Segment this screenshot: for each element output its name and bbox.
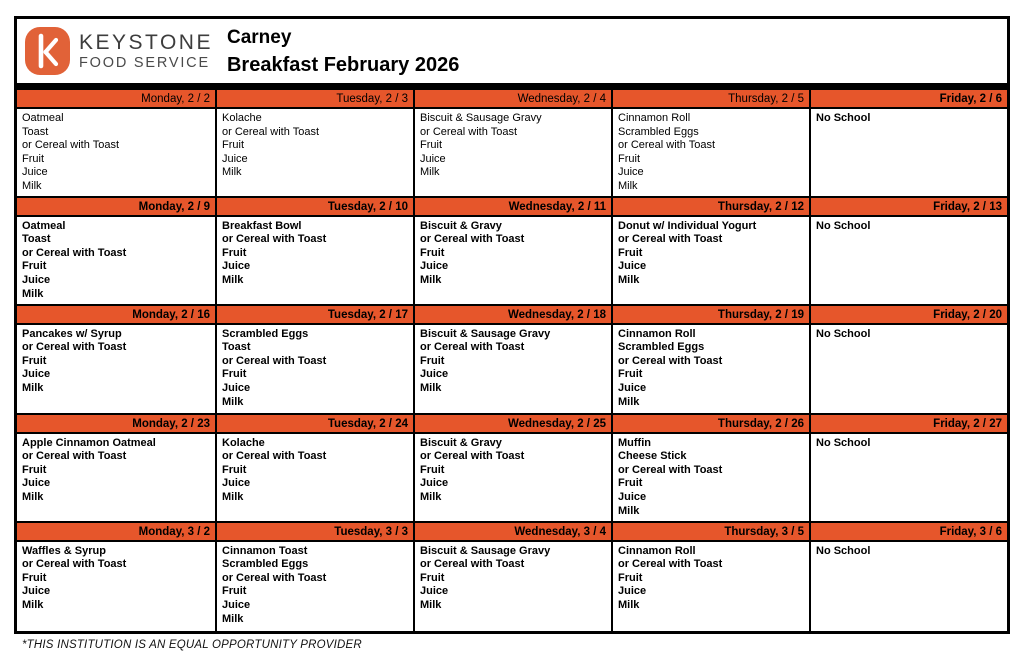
- menu-title: Breakfast February 2026: [226, 53, 460, 76]
- date-header-cell: Wednesday, 2 / 25: [413, 415, 611, 434]
- date-header-cell: Monday, 2 / 9: [17, 198, 215, 217]
- menu-item: Juice: [420, 477, 449, 490]
- date-header-cell: Thursday, 2 / 12: [611, 198, 809, 217]
- menu-item: Juice: [22, 585, 51, 598]
- date-header-cell: Monday, 2 / 16: [17, 306, 215, 325]
- menu-item: Fruit: [222, 585, 247, 598]
- menu-item: Breakfast Bowl: [222, 219, 302, 232]
- keystone-logo-icon: [25, 27, 70, 75]
- menu-day-cell: [413, 434, 611, 523]
- menu-item: Fruit: [222, 463, 247, 476]
- menu-item: Juice: [22, 368, 51, 381]
- menu-calendar-grid: [17, 90, 1007, 631]
- menu-item: Milk: [420, 490, 442, 503]
- menu-day-cell: [17, 434, 215, 523]
- menu-item: Oatmeal: [22, 219, 66, 232]
- menu-item: Milk: [222, 166, 242, 179]
- footer-note: *THIS INSTITUTION IS AN EQUAL OPPORTUNITY PROVIDER: [22, 639, 362, 651]
- menu-item: or Cereal with Toast: [618, 354, 723, 367]
- menu-item: Milk: [618, 598, 640, 611]
- menu-item: Juice: [222, 260, 251, 273]
- menu-item: Fruit: [420, 571, 445, 584]
- menu-item: Scrambled Eggs: [222, 327, 309, 340]
- menu-item: Cinnamon Roll: [618, 327, 696, 340]
- menu-item: Kolache: [222, 436, 265, 449]
- menu-item: Apple Cinnamon Oatmeal: [22, 436, 156, 449]
- menu-item: Fruit: [420, 354, 445, 367]
- menu-item: or Cereal with Toast: [618, 558, 723, 571]
- menu-item: Fruit: [222, 368, 247, 381]
- document-header: [17, 19, 1007, 90]
- menu-item: Fruit: [222, 139, 244, 152]
- menu-item: Milk: [222, 612, 244, 625]
- no-school-label: No School: [816, 112, 871, 124]
- date-header-cell: Wednesday, 3 / 4: [413, 523, 611, 542]
- no-school-cell: [809, 217, 1007, 306]
- menu-item: Milk: [420, 166, 440, 179]
- menu-item: Fruit: [618, 152, 640, 165]
- date-header-cell: Monday, 2 / 23: [17, 415, 215, 434]
- menu-item: Biscuit & Gravy: [420, 219, 502, 232]
- menu-day-cell: [215, 109, 413, 198]
- menu-item: Juice: [222, 381, 251, 394]
- menu-item: or Cereal with Toast: [618, 463, 723, 476]
- menu-item: Toast: [22, 233, 51, 246]
- keystone-logo: [25, 27, 213, 75]
- menu-day-cell: [611, 325, 809, 415]
- menu-item: Milk: [618, 179, 638, 192]
- menu-item: Toast: [22, 125, 49, 138]
- menu-item: or Cereal with Toast: [22, 139, 120, 152]
- menu-day-cell: [611, 542, 809, 631]
- menu-item: Biscuit & Sausage Gravy: [420, 544, 551, 557]
- menu-item: Juice: [420, 152, 446, 165]
- menu-item: Juice: [420, 368, 449, 381]
- menu-item: or Cereal with Toast: [22, 450, 127, 463]
- date-header-cell: Tuesday, 3 / 3: [215, 523, 413, 542]
- menu-item: Juice: [420, 585, 449, 598]
- menu-item: or Cereal with Toast: [222, 571, 327, 584]
- menu-item: or Cereal with Toast: [22, 246, 127, 259]
- menu-item: Fruit: [618, 368, 643, 381]
- menu-document: [14, 16, 1010, 634]
- no-school-label: No School: [816, 327, 871, 340]
- menu-item: or Cereal with Toast: [618, 139, 716, 152]
- menu-item: Milk: [22, 598, 44, 611]
- menu-item: Juice: [222, 598, 251, 611]
- date-header-cell: Tuesday, 2 / 10: [215, 198, 413, 217]
- date-header-cell: Wednesday, 2 / 18: [413, 306, 611, 325]
- menu-item: Fruit: [618, 246, 643, 259]
- date-header-cell: Friday, 2 / 20: [809, 306, 1007, 325]
- menu-day-cell: [413, 542, 611, 631]
- menu-item: Fruit: [22, 571, 47, 584]
- menu-item: Juice: [222, 477, 251, 490]
- menu-item: Juice: [22, 166, 48, 179]
- menu-day-cell: [611, 434, 809, 523]
- menu-item: Cinnamon Roll: [618, 544, 696, 557]
- menu-item: Fruit: [22, 260, 47, 273]
- menu-item: Milk: [222, 490, 244, 503]
- menu-item: Milk: [618, 395, 640, 408]
- menu-day-cell: [215, 434, 413, 523]
- date-header-cell: Friday, 3 / 6: [809, 523, 1007, 542]
- menu-item: Milk: [222, 395, 244, 408]
- menu-item: Juice: [22, 477, 51, 490]
- date-header-cell: Wednesday, 2 / 11: [413, 198, 611, 217]
- date-header-cell: Friday, 2 / 13: [809, 198, 1007, 217]
- menu-item: Juice: [420, 260, 449, 273]
- menu-item: Biscuit & Sausage Gravy: [420, 112, 542, 124]
- menu-item: or Cereal with Toast: [420, 341, 525, 354]
- menu-item: Donut w/ Individual Yogurt: [618, 219, 757, 232]
- menu-item: Milk: [420, 273, 442, 286]
- menu-item: Fruit: [618, 571, 643, 584]
- menu-item: or Cereal with Toast: [22, 558, 127, 571]
- menu-day-cell: [611, 109, 809, 198]
- menu-item: Juice: [222, 152, 248, 165]
- menu-item: or Cereal with Toast: [22, 341, 127, 354]
- menu-item: Fruit: [22, 463, 47, 476]
- menu-item: Juice: [618, 381, 647, 394]
- menu-item: Waffles & Syrup: [22, 544, 106, 557]
- menu-item: Milk: [618, 273, 640, 286]
- menu-item: Oatmeal: [22, 112, 64, 124]
- date-header-cell: Tuesday, 2 / 24: [215, 415, 413, 434]
- site-title: Carney: [226, 26, 292, 48]
- no-school-label: No School: [816, 219, 871, 232]
- menu-item: Fruit: [420, 246, 445, 259]
- date-header-cell: Monday, 2 / 2: [17, 90, 215, 109]
- menu-item: Fruit: [222, 246, 247, 259]
- menu-item: or Cereal with Toast: [420, 450, 525, 463]
- brand-wordmark: [79, 32, 213, 71]
- menu-day-cell: [413, 217, 611, 306]
- menu-day-cell: [413, 325, 611, 415]
- menu-day-cell: [17, 109, 215, 198]
- menu-item: Kolache: [222, 112, 262, 124]
- menu-item: Fruit: [420, 139, 442, 152]
- menu-day-cell: [611, 217, 809, 306]
- date-header-cell: Thursday, 3 / 5: [611, 523, 809, 542]
- menu-item: Scrambled Eggs: [618, 125, 699, 138]
- date-header-cell: Tuesday, 2 / 17: [215, 306, 413, 325]
- date-header-cell: Thursday, 2 / 19: [611, 306, 809, 325]
- menu-item: Biscuit & Gravy: [420, 436, 502, 449]
- menu-item: or Cereal with Toast: [420, 125, 518, 138]
- menu-item: or Cereal with Toast: [222, 354, 327, 367]
- menu-item: Milk: [420, 381, 442, 394]
- date-header-cell: Wednesday, 2 / 4: [413, 90, 611, 109]
- menu-day-cell: [17, 217, 215, 306]
- menu-item: Milk: [618, 504, 640, 517]
- menu-item: Biscuit & Sausage Gravy: [420, 327, 551, 340]
- menu-item: Scrambled Eggs: [618, 341, 705, 354]
- date-header-cell: Tuesday, 2 / 3: [215, 90, 413, 109]
- date-header-cell: Friday, 2 / 6: [809, 90, 1007, 109]
- date-header-cell: Friday, 2 / 27: [809, 415, 1007, 434]
- no-school-label: No School: [816, 436, 871, 449]
- date-header-cell: Thursday, 2 / 26: [611, 415, 809, 434]
- menu-day-cell: [215, 542, 413, 631]
- menu-item: Milk: [420, 598, 442, 611]
- menu-item: Pancakes w/ Syrup: [22, 327, 122, 340]
- menu-item: Fruit: [618, 477, 643, 490]
- menu-item: or Cereal with Toast: [222, 450, 327, 463]
- brand-line-food-service: FOOD SERVICE: [79, 54, 210, 71]
- date-header-cell: Monday, 3 / 2: [17, 523, 215, 542]
- menu-item: Milk: [22, 490, 44, 503]
- menu-item: Cheese Stick: [618, 450, 687, 463]
- date-header-cell: Thursday, 2 / 5: [611, 90, 809, 109]
- menu-item: Toast: [222, 341, 251, 354]
- menu-item: Milk: [22, 287, 44, 300]
- no-school-cell: [809, 542, 1007, 631]
- menu-item: Fruit: [22, 354, 47, 367]
- no-school-cell: [809, 109, 1007, 198]
- menu-day-cell: [413, 109, 611, 198]
- menu-day-cell: [215, 325, 413, 415]
- menu-item: Fruit: [420, 463, 445, 476]
- menu-item: or Cereal with Toast: [222, 125, 320, 138]
- menu-item: or Cereal with Toast: [420, 558, 525, 571]
- title-block: [227, 28, 459, 75]
- menu-item: Milk: [22, 179, 42, 192]
- menu-item: Cinnamon Toast: [222, 544, 308, 557]
- menu-item: Scrambled Eggs: [222, 558, 309, 571]
- menu-item: Milk: [222, 273, 244, 286]
- menu-item: Juice: [618, 490, 647, 503]
- menu-day-cell: [17, 325, 215, 415]
- menu-item: Muffin: [618, 436, 651, 449]
- menu-item: or Cereal with Toast: [618, 233, 723, 246]
- no-school-label: No School: [816, 544, 871, 557]
- menu-item: or Cereal with Toast: [420, 233, 525, 246]
- brand-line-keystone: KEYSTONE: [79, 30, 213, 54]
- menu-day-cell: [215, 217, 413, 306]
- menu-item: Milk: [22, 381, 44, 394]
- no-school-cell: [809, 325, 1007, 415]
- menu-item: or Cereal with Toast: [222, 233, 327, 246]
- menu-item: Fruit: [22, 152, 44, 165]
- no-school-cell: [809, 434, 1007, 523]
- menu-item: Juice: [618, 260, 647, 273]
- menu-item: Juice: [22, 273, 51, 286]
- menu-item: Juice: [618, 166, 644, 179]
- menu-item: Juice: [618, 585, 647, 598]
- menu-day-cell: [17, 542, 215, 631]
- menu-item: Cinnamon Roll: [618, 112, 691, 124]
